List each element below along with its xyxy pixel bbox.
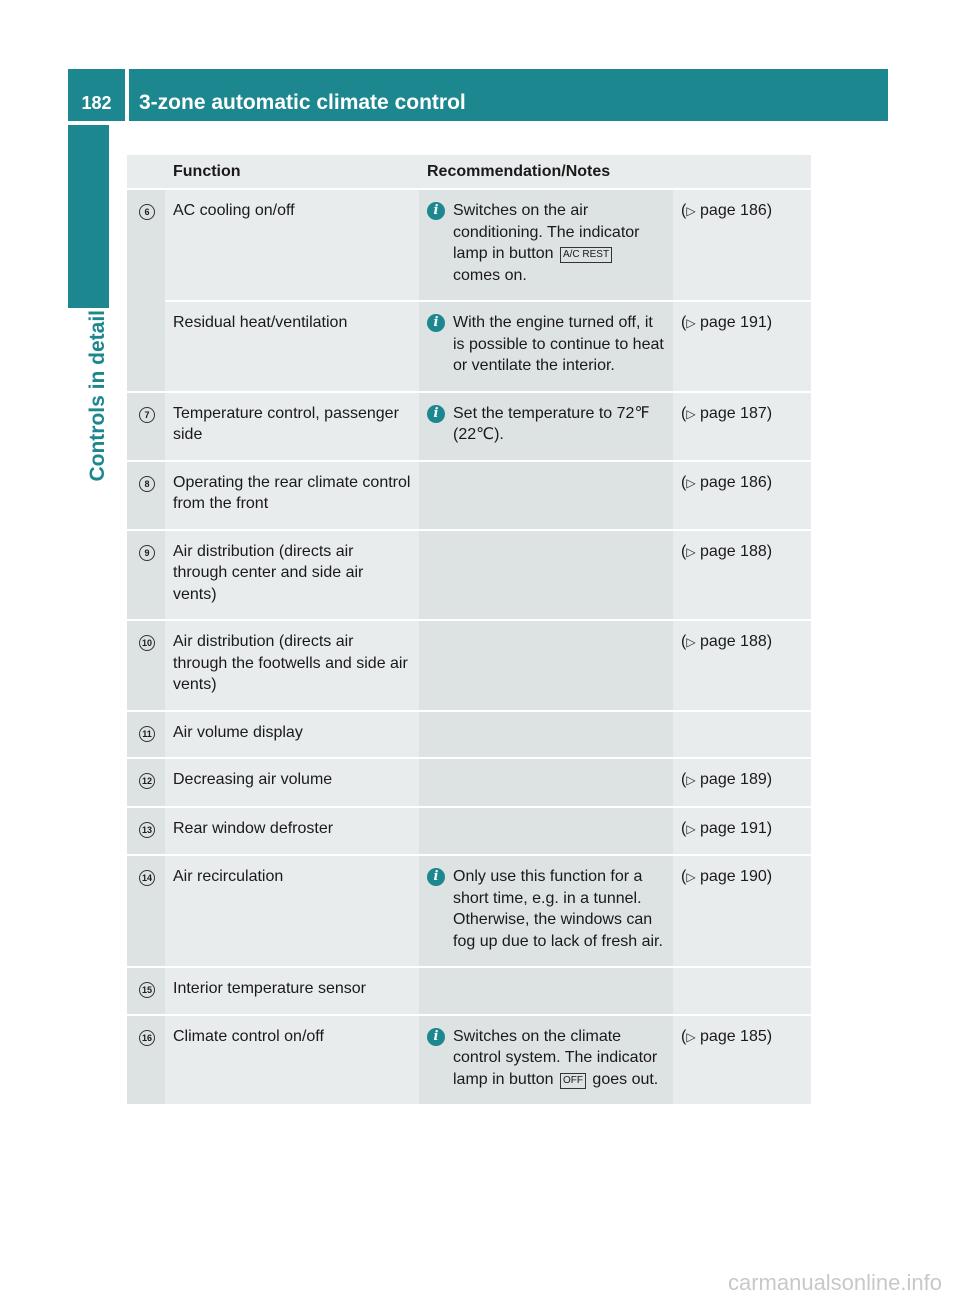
row-number-cell — [127, 1016, 165, 1107]
row-note-cell — [419, 302, 673, 393]
callout-number-icon: 10 — [139, 635, 155, 651]
row-number-cell — [127, 531, 165, 622]
note-text: With the engine turned off, it is possible to continue to heat or ventilate the interior. — [453, 314, 664, 374]
header-notes: Recommendation/Notes — [419, 155, 673, 190]
ref-open-paren: ( — [681, 314, 687, 331]
ref-open-paren: ( — [681, 819, 687, 837]
ref-open-paren: ( — [681, 868, 687, 885]
callout-number-icon: 12 — [139, 773, 155, 789]
row-note-cell — [419, 808, 673, 857]
ref-text: page 188) — [700, 542, 773, 560]
info-icon: i — [427, 1028, 445, 1046]
page-reference-link[interactable] — [681, 405, 772, 422]
table-row — [127, 712, 811, 760]
row-number-cell — [127, 808, 165, 857]
row-reference-cell — [673, 968, 811, 1016]
ref-text: page 186) — [700, 202, 773, 219]
ref-open-paren: ( — [681, 473, 687, 491]
row-function: Operating the rear climate control from the front — [165, 462, 419, 531]
ref-open-paren: ( — [681, 404, 687, 422]
page-header — [68, 69, 888, 121]
header-function: Function — [165, 155, 419, 190]
row-function: Air distribution (directs air through center and side air vents) — [165, 531, 419, 622]
ref-text: page 188) — [700, 633, 773, 650]
row-number-cell — [127, 968, 165, 1016]
row-function: Air recirculation — [165, 856, 419, 968]
row-number-cell — [127, 621, 165, 712]
ref-text: page 187) — [700, 404, 773, 422]
row-note-cell — [419, 190, 673, 302]
ref-open-paren: ( — [681, 202, 687, 219]
page-number: 182 — [68, 69, 125, 121]
row-note-cell — [419, 531, 673, 622]
info-icon: i — [427, 405, 445, 423]
row-note-cell — [419, 968, 673, 1016]
ref-open-paren: ( — [681, 771, 687, 788]
table-row — [127, 856, 811, 968]
row-reference-cell — [673, 531, 811, 622]
row-function: Temperature control, passenger side — [165, 393, 419, 462]
ref-text: page 186) — [700, 473, 773, 491]
row-function: Residual heat/ventilation — [165, 302, 419, 393]
note-text: Switches on the air conditioning. The indicator lamp in button — [453, 202, 640, 262]
arrow-right-icon: ▷ — [686, 544, 696, 559]
arrow-right-icon: ▷ — [686, 821, 696, 836]
ref-text: page 185) — [700, 1027, 773, 1045]
row-reference-cell — [673, 759, 811, 808]
row-note — [427, 312, 665, 377]
page-reference-link[interactable] — [681, 314, 772, 331]
callout-number-icon: 9 — [139, 545, 155, 561]
row-number-cell — [127, 759, 165, 808]
button-symbol-icon: A/C REST — [560, 247, 612, 263]
callout-number-icon: 14 — [139, 870, 155, 886]
page-reference-link[interactable] — [681, 543, 772, 560]
table-row — [127, 808, 811, 857]
table-row — [127, 462, 811, 531]
table-row — [127, 393, 811, 462]
info-icon: i — [427, 868, 445, 886]
callout-number-icon: 11 — [139, 726, 155, 742]
table-row — [127, 531, 811, 622]
table-row — [127, 1016, 811, 1107]
row-number-cell — [127, 462, 165, 531]
section-title: 3-zone automatic climate control — [129, 69, 888, 121]
ref-text: page 191) — [700, 314, 773, 331]
chapter-label-text: Controls in detail — [86, 310, 109, 482]
callout-number-icon: 7 — [139, 407, 155, 423]
row-function: Air distribution (directs air through the footwells and side air vents) — [165, 621, 419, 712]
ref-open-paren: ( — [681, 1027, 687, 1045]
table-row — [127, 190, 811, 302]
page-reference-link[interactable] — [681, 1028, 772, 1045]
row-note — [427, 403, 665, 446]
page-reference-link[interactable] — [681, 868, 772, 885]
note-text: Set the temperature to 72℉ (22℃). — [453, 404, 650, 443]
function-table — [127, 155, 811, 1106]
row-note — [427, 200, 665, 286]
arrow-right-icon: ▷ — [686, 316, 696, 330]
row-reference-cell — [673, 1016, 811, 1107]
row-function: Climate control on/off — [165, 1016, 419, 1107]
row-function: AC cooling on/off — [165, 190, 419, 302]
table-row — [127, 759, 811, 808]
callout-number-icon: 15 — [139, 982, 155, 998]
callout-number-icon: 16 — [139, 1030, 155, 1046]
row-note — [427, 1026, 665, 1091]
row-reference-cell — [673, 393, 811, 462]
row-number-cell — [127, 302, 165, 393]
row-reference-cell — [673, 712, 811, 760]
info-icon: i — [427, 314, 445, 332]
watermark: carmanualsonline.info — [727, 1270, 942, 1295]
row-number-cell — [127, 856, 165, 968]
arrow-right-icon: ▷ — [686, 773, 696, 787]
arrow-right-icon: ▷ — [686, 204, 696, 218]
arrow-right-icon: ▷ — [686, 406, 696, 421]
page-reference-link[interactable] — [681, 202, 772, 219]
table-header-row — [127, 155, 811, 190]
row-reference-cell — [673, 462, 811, 531]
row-note-cell — [419, 462, 673, 531]
arrow-right-icon: ▷ — [686, 1029, 696, 1044]
row-function: Air volume display — [165, 712, 419, 760]
table-row — [127, 621, 811, 712]
row-note-cell — [419, 393, 673, 462]
header-num — [127, 155, 165, 190]
row-number-cell — [127, 712, 165, 760]
ref-open-paren: ( — [681, 633, 687, 650]
row-function: Interior temperature sensor — [165, 968, 419, 1016]
row-reference-cell — [673, 621, 811, 712]
ref-text: page 191) — [700, 819, 773, 837]
row-function: Rear window defroster — [165, 808, 419, 857]
arrow-right-icon: ▷ — [686, 870, 696, 884]
note-text-end: comes on. — [453, 266, 527, 284]
chapter-tab — [68, 125, 109, 308]
chapter-label — [68, 310, 128, 530]
page-reference-link[interactable] — [681, 771, 772, 788]
row-reference-cell — [673, 856, 811, 968]
table-row — [127, 302, 811, 393]
row-function: Decreasing air volume — [165, 759, 419, 808]
callout-number-icon: 13 — [139, 822, 155, 838]
info-icon: i — [427, 202, 445, 220]
button-symbol-icon: OFF — [560, 1073, 586, 1089]
row-reference-cell — [673, 808, 811, 857]
row-note-cell — [419, 759, 673, 808]
ref-text: page 189) — [700, 771, 773, 788]
row-note-cell — [419, 621, 673, 712]
note-text: Only use this function for a short time, e.g. in a tunnel. Otherwise, the windows can fog up due to lack of fresh air. — [453, 868, 663, 950]
page-reference-link[interactable] — [681, 820, 772, 837]
row-note-cell — [419, 712, 673, 760]
ref-open-paren: ( — [681, 542, 687, 560]
note-text-end: goes out. — [592, 1070, 659, 1088]
row-note-cell — [419, 856, 673, 968]
page-reference-link[interactable] — [681, 474, 772, 491]
note-text: Switches on the climate control system. The indicator lamp in button — [453, 1027, 658, 1088]
table-row — [127, 968, 811, 1016]
ref-text: page 190) — [700, 868, 773, 885]
row-reference-cell — [673, 190, 811, 302]
header-ref — [673, 155, 811, 190]
arrow-right-icon: ▷ — [686, 635, 696, 649]
row-note-cell — [419, 1016, 673, 1107]
row-number-cell — [127, 393, 165, 462]
callout-number-icon: 8 — [139, 476, 155, 492]
row-number-cell — [127, 190, 165, 302]
row-note — [427, 866, 665, 952]
callout-number-icon: 6 — [139, 204, 155, 220]
arrow-right-icon: ▷ — [686, 475, 696, 490]
table-body — [127, 190, 811, 1106]
row-reference-cell — [673, 302, 811, 393]
page-reference-link[interactable] — [681, 633, 772, 650]
